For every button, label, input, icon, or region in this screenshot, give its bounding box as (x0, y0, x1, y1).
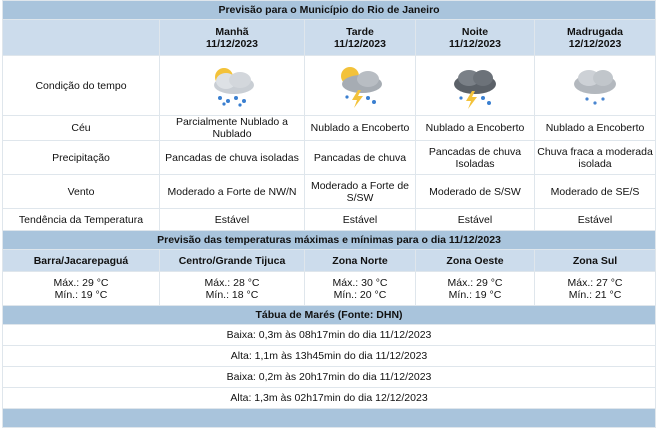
row-label-condition: Condição do tempo (3, 56, 160, 116)
zone-temps (160, 272, 305, 306)
forecast-table (2, 0, 656, 428)
sky-cell: Nublado a Encoberto (305, 116, 416, 141)
trend-cell: Estável (160, 209, 305, 231)
row-label-sky: Céu (3, 116, 160, 141)
period-header-madrugada (535, 20, 656, 56)
partly-cloudy-rain-icon (202, 63, 262, 109)
trend-cell: Estável (416, 209, 535, 231)
cloud-light-rain-icon (565, 63, 625, 109)
thunderstorm-dark-icon (445, 63, 505, 109)
period-date: 11/12/2023 (334, 37, 386, 50)
zone-temps (305, 272, 416, 306)
tides-title: Tábua de Marés (Fonte: DHN) (3, 306, 656, 325)
row-label-trend: Tendência da Temperatura (3, 209, 160, 231)
min-temp: Mín.: 18 °C (205, 288, 259, 301)
tide-row: Baixa: 0,2m às 20h17min do dia 11/12/2023 (3, 367, 656, 388)
row-label-wind: Vento (3, 175, 160, 209)
trend-cell: Estável (535, 209, 656, 231)
zone-header: Zona Norte (305, 250, 416, 272)
zone-header: Zona Sul (535, 250, 656, 272)
min-temp: Mín.: 19 °C (54, 288, 108, 301)
sky-cell: Parcialmente Nublado a Nublado (160, 116, 305, 141)
period-header-noite (416, 20, 535, 56)
period-header-manha (160, 20, 305, 56)
max-temp: Máx.: 27 °C (567, 276, 623, 289)
tide-row: Alta: 1,1m às 13h45min do dia 11/12/2023 (3, 346, 656, 367)
period-header-tarde (305, 20, 416, 56)
wind-cell: Moderado de SE/S (535, 175, 656, 209)
condition-cell (305, 56, 416, 116)
period-date: 11/12/2023 (449, 37, 501, 50)
temperatures-title: Previsão das temperaturas máximas e mínimas para o dia 11/12/2023 (3, 231, 656, 250)
period-name: Manhã (215, 25, 249, 38)
precipitation-cell: Chuva fraca a moderada isolada (535, 141, 656, 175)
period-name: Tarde (346, 25, 374, 38)
zone-header: Centro/Grande Tijuca (160, 250, 305, 272)
max-temp: Máx.: 29 °C (53, 276, 109, 289)
zone-temps (535, 272, 656, 306)
wind-cell: Moderado a Forte de S/SW (305, 175, 416, 209)
period-name: Noite (461, 25, 489, 38)
precipitation-cell: Pancadas de chuva (305, 141, 416, 175)
blank-corner (3, 20, 160, 56)
period-date: 12/12/2023 (568, 37, 622, 50)
precipitation-cell: Pancadas de chuva isoladas (160, 141, 305, 175)
wind-cell: Moderado de S/SW (416, 175, 535, 209)
thunderstorm-sun-icon (330, 63, 390, 109)
period-name: Madrugada (567, 25, 624, 38)
min-temp: Mín.: 19 °C (448, 288, 502, 301)
zone-header: Barra/Jacarepaguá (3, 250, 160, 272)
condition-cell (416, 56, 535, 116)
tide-row: Alta: 1,3m às 02h17min do dia 12/12/2023 (3, 388, 656, 409)
min-temp: Mín.: 20 °C (333, 288, 387, 301)
row-label-precipitation: Precipitação (3, 141, 160, 175)
max-temp: Máx.: 28 °C (204, 276, 260, 289)
zone-temps (3, 272, 160, 306)
condition-cell (160, 56, 305, 116)
forecast-title: Previsão para o Município do Rio de Janeiro (3, 1, 656, 20)
next-section-header-cut (3, 409, 656, 428)
zone-temps (416, 272, 535, 306)
min-temp: Mín.: 21 °C (568, 288, 622, 301)
precipitation-cell: Pancadas de chuva Isoladas (416, 141, 535, 175)
zone-header: Zona Oeste (416, 250, 535, 272)
sky-cell: Nublado a Encoberto (416, 116, 535, 141)
trend-cell: Estável (305, 209, 416, 231)
sky-cell: Nublado a Encoberto (535, 116, 656, 141)
period-date: 11/12/2023 (206, 37, 258, 50)
tide-row: Baixa: 0,3m às 08h17min do dia 11/12/2023 (3, 325, 656, 346)
condition-cell (535, 56, 656, 116)
max-temp: Máx.: 29 °C (447, 276, 503, 289)
wind-cell: Moderado a Forte de NW/N (160, 175, 305, 209)
max-temp: Máx.: 30 °C (332, 276, 388, 289)
